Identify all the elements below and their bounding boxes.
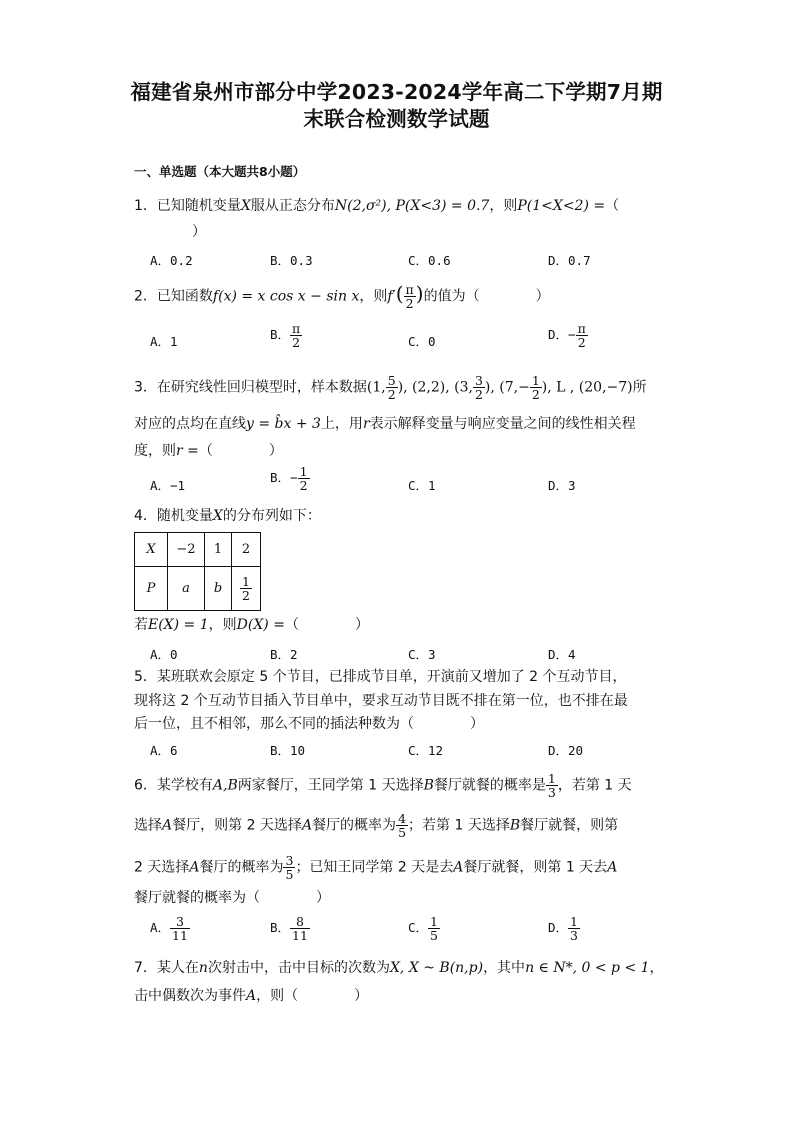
table-cell: a	[168, 567, 205, 611]
q6-option-d: D． $\frac{1}{3}$	[548, 914, 578, 943]
table-cell: X	[135, 533, 168, 567]
exam-title-line1: 福建省泉州市部分中学2023-2024学年高二下学期7月期	[130, 80, 663, 104]
exam-title-line2: 末联合检测数学试题	[303, 107, 490, 131]
q1-option-a: A．0.2	[150, 253, 193, 268]
question-2-stem: 2．已知函数f(x) = x cos x − sin x，则f′( $\frac{\pi}{2}$ )的值为（ ）	[134, 281, 550, 311]
q2-option-a: A．1	[150, 334, 178, 349]
question-6-line1: 6．某学校有A,B两家餐厅，王同学第 1 天选择B餐厅就餐的概率是 $\frac{1}{3}$ ，若第 1 天	[134, 771, 632, 800]
table-cell: 2	[232, 533, 261, 567]
q6-option-c: C． $\frac{1}{5}$	[408, 914, 438, 943]
q6-option-a: A． $\frac{3}{11}$	[150, 914, 188, 943]
question-3-line3: 度，则r =（ ）	[134, 443, 283, 459]
question-7-line1: 7．某人在n次射击中，击中目标的次数为X, X ~ B(n,p)，其中n ∈ N*, 0 < p < 1，	[134, 960, 664, 976]
q3-option-c: C．1	[408, 478, 436, 493]
table-cell: b	[205, 567, 232, 611]
question-5-line2: 现将这 2 个互动节目插入节目单中，要求互动节目既不排在第一位，也不排在最	[134, 693, 628, 709]
question-7-line2: 击中偶数次为事件A，则（ ）	[134, 988, 369, 1004]
q1-option-d: D．0.7	[548, 253, 591, 268]
distribution-table	[134, 532, 261, 611]
table-cell: −2	[168, 533, 205, 567]
q3-option-b: B．− $\frac{1}{2}$	[270, 464, 308, 493]
q6-option-b: B． $\frac{8}{11}$	[270, 914, 308, 943]
q4-option-b: B．2	[270, 647, 298, 662]
question-3-line2: 对应的点均在直线y = b̂x + 3上，用r表示解释变量与响应变量之间的线性相关程	[134, 416, 636, 432]
question-6-line2: 选择A餐厅，则第 2 天选择A餐厅的概率为 $\frac{4}{5}$ ；若第 1 天选择B餐厅就餐，则第	[134, 811, 619, 840]
q3-option-a: A．−1	[150, 478, 186, 493]
question-1-stem: 1．已知随机变量X服从正态分布N(2,σ²), P(X<3) = 0.7，则P(1<X<2) =（	[134, 198, 620, 214]
table-cell: P	[135, 567, 168, 611]
question-3-stem: 3．在研究线性回归模型时，样本数据(1, $\frac{5}{2}$ ), (2,2), (3, $\frac{3}{2}$ ), (7,− $\frac{1}{2}$ ), L , (20,−7)所	[134, 373, 647, 402]
q5-option-d: D．20	[548, 743, 584, 758]
question-4-condition: 若E(X) = 1，则D(X) =（ ）	[134, 617, 369, 633]
q2-option-b: B． $\frac{\pi}{2}$	[270, 321, 301, 350]
q2-option-c: C．0	[408, 334, 436, 349]
table-cell: $\frac{1}{2}$	[232, 567, 261, 611]
q4-option-a: A．0	[150, 647, 178, 662]
q4-option-d: D．4	[548, 647, 576, 662]
q2-option-d: D．− $\frac{\pi}{2}$	[548, 321, 586, 350]
q3-option-d: D．3	[548, 478, 576, 493]
question-6-line4: 餐厅就餐的概率为（ ）	[134, 890, 330, 906]
q5-option-a: A．6	[150, 743, 178, 758]
table-cell: 1	[205, 533, 232, 567]
q4-option-c: C．3	[408, 647, 436, 662]
q5-option-c: C．12	[408, 743, 444, 758]
q1-option-b: B．0.3	[270, 253, 313, 268]
question-5-line3: 后一位，且不相邻，那么不同的插法种数为（ ）	[134, 716, 484, 732]
question-5-line1: 5．某班联欢会原定 5 个节目，已排成节目单，开演前又增加了 2 个互动节目，	[134, 669, 627, 685]
question-6-line3: 2 天选择A餐厅的概率为 $\frac{3}{5}$ ；已知王同学第 2 天是去A餐厅就餐，则第 1 天去A	[134, 853, 618, 882]
question-4-stem: 4．随机变量X的分布列如下：	[134, 508, 321, 524]
section-heading: 一、单选题（本大题共8小题）	[134, 164, 306, 179]
q1-option-c: C．0.6	[408, 253, 451, 268]
question-1-paren: ）	[192, 224, 206, 240]
q5-option-b: B．10	[270, 743, 306, 758]
